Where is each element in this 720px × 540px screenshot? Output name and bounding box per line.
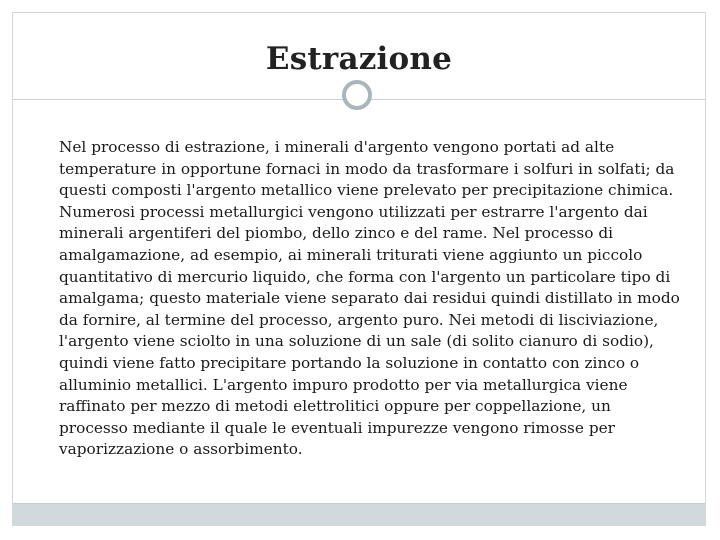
footer-bar	[13, 503, 705, 525]
slide-body-text: Nel processo di estrazione, i minerali d'argento vengono portati ad alte temperature in opportune fornaci in modo da trasformare i solfuri in solfati; da questi composti l'argento metallico viene prelevato per precipitazione chimica. Numerosi processi metallurgici vengono utilizzati per estrarre l'argento dai minerali argentiferi del piombo, dello zinco e del rame. Nel processo di amalgamazione, ad esempio, ai minerali triturati viene aggiunto un piccolo quantitativo di mercurio liquido, che forma con l'argento un particolare tipo di amalgama; questo materiale viene separato dai residui quindi distillato in modo da fornire, al termine del processo, argento puro. Nei metodi di lisciviazione, l'argento viene sciolto in una soluzione di un sale (di solito cianuro di sodio), quindi viene fatto precipitare portando la soluzione in contatto con zinco o alluminio metallici. L'argento impuro prodotto per via metallurgica viene raffinato per mezzo di metodi elettrolitici oppure per coppellazione, un processo mediante il quale le eventuali impurezze vengono rimosse per vaporizzazione o assorbimento.	[59, 138, 680, 459]
divider-circle-ornament	[342, 80, 372, 110]
slide-title: Estrazione	[265, 41, 453, 77]
slide	[12, 12, 706, 526]
